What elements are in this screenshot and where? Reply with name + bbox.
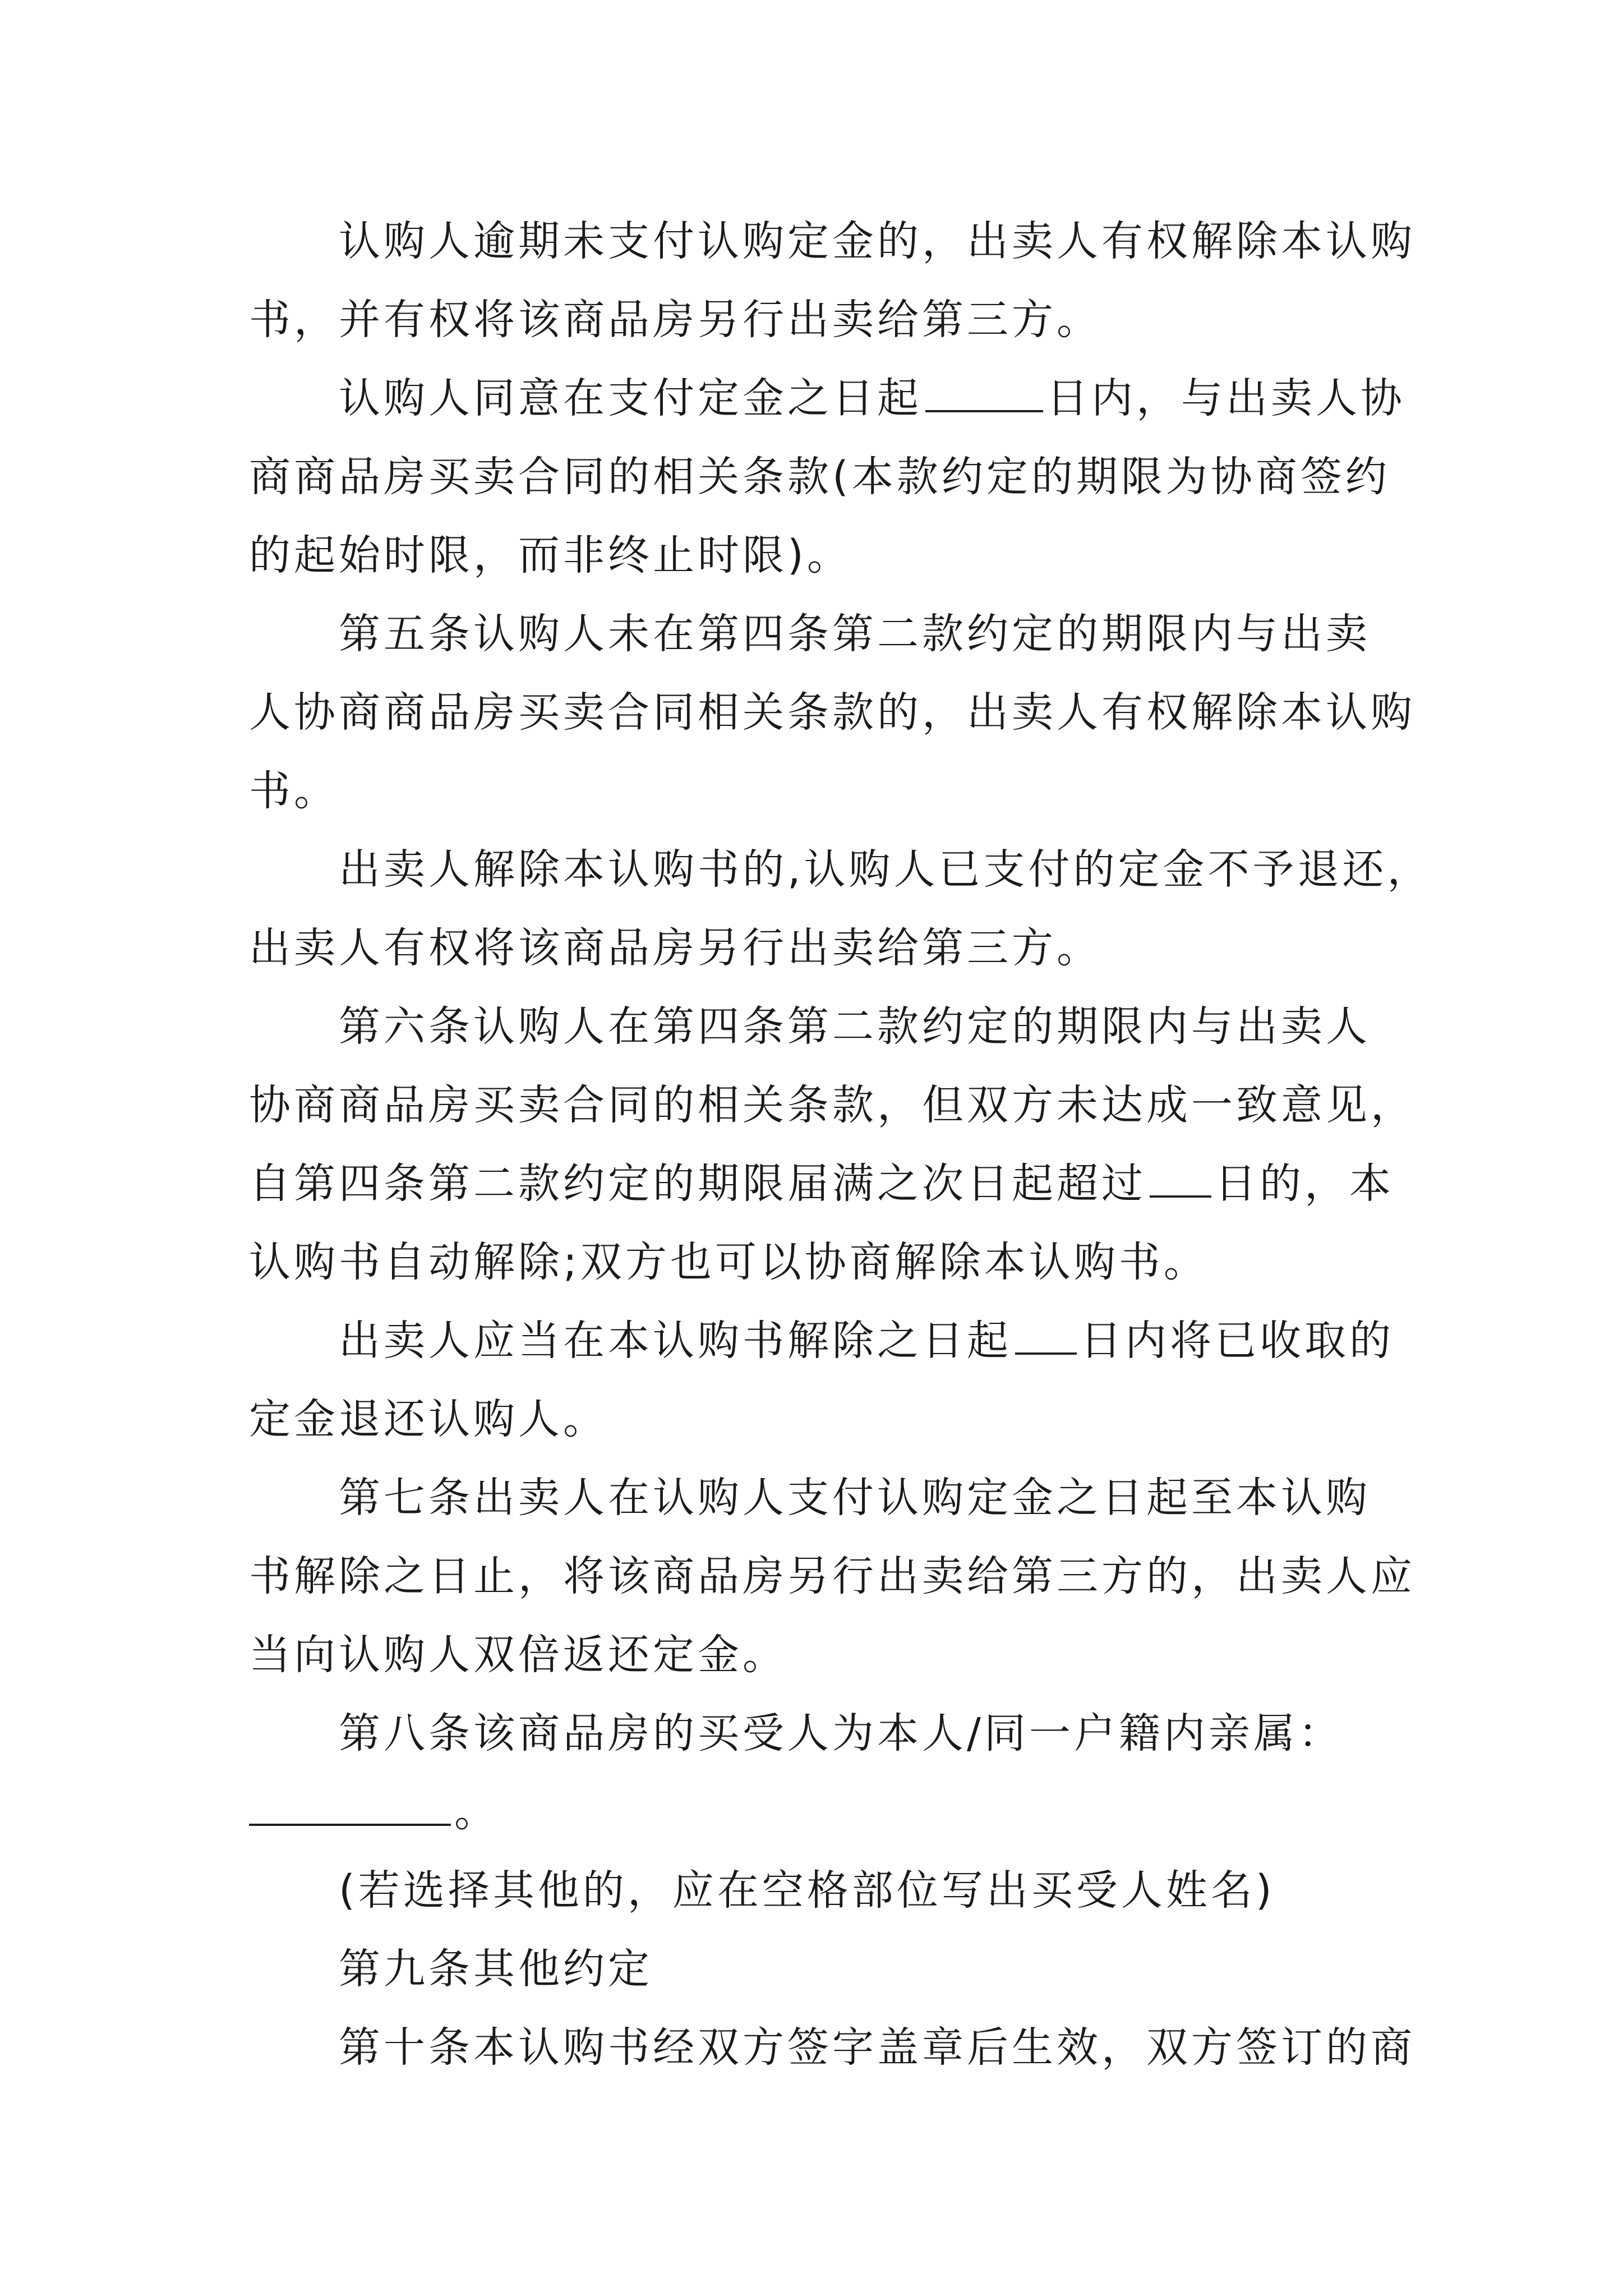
paragraph-line: 第七条出卖人在认购人支付认购定金之日起至本认购 xyxy=(339,1474,1371,1522)
line-text: 出卖人应当在本认购书解除之日起 xyxy=(339,1317,1012,1365)
line-text: 。 xyxy=(454,1788,499,1836)
paragraph-line: 第八条该商品房的买受人为本人/同一户籍内亲属： xyxy=(339,1709,1343,1757)
paragraph-line xyxy=(249,1773,1393,1851)
paragraph-line: 第九条其他约定 xyxy=(339,1945,653,1993)
fill-in-blank xyxy=(925,367,1043,412)
paragraph-line: 第十条本认购书经双方签字盖章后生效，双方签订的商 xyxy=(339,2023,1415,2072)
paragraph-line: 认购书自动解除;双方也可以协商解除本认购书。 xyxy=(249,1238,1209,1286)
fill-in-blank xyxy=(1015,1310,1077,1355)
paragraph-line: 的起始时限，而非终止时限)。 xyxy=(249,531,852,579)
paragraph-line: 商商品房买卖合同的相关条款(本款约定的期限为协商签约 xyxy=(249,453,1390,501)
paragraph-line: 书。 xyxy=(249,767,339,815)
line-text: 认购人同意在支付定金之日起 xyxy=(339,374,922,422)
fill-in-blank xyxy=(1150,1153,1211,1198)
paragraph-line: 书解除之日止，将该商品房另行出卖给第三方的，出卖人应 xyxy=(249,1552,1415,1600)
paragraph-line xyxy=(339,1301,1483,1380)
paragraph-line xyxy=(249,1144,1393,1223)
paragraph-line: 出卖人解除本认购书的,认购人已支付的定金不予退还， xyxy=(339,845,1432,894)
paragraph-line: 人协商商品房买卖合同相关条款的，出卖人有权解除本认购 xyxy=(249,688,1415,737)
paragraph-line: 当向认购人双倍返还定金。 xyxy=(249,1631,787,1679)
line-text: 日内，与出卖人协 xyxy=(1046,374,1405,422)
paragraph-line: 出卖人有权将该商品房另行出卖给第三方。 xyxy=(249,924,1101,972)
line-text: 日的，本 xyxy=(1215,1159,1394,1208)
paragraph-line: 认购人逾期未支付认购定金的，出卖人有权解除本认购 xyxy=(339,217,1415,265)
fill-in-blank xyxy=(249,1781,451,1826)
paragraph-line: (若选择其他的，应在空格部位写出买受人姓名) xyxy=(339,1866,1275,1915)
paragraph-line: 书，并有权将该商品房另行出卖给第三方。 xyxy=(249,296,1101,344)
paragraph-line: 第五条认购人未在第四条第二款约定的期限内与出卖 xyxy=(339,610,1371,658)
line-text: 自第四条第二款约定的期限届满之次日起超过 xyxy=(249,1159,1146,1208)
paragraph-line: 第六条认购人在第四条第二款约定的期限内与出卖人 xyxy=(339,1002,1371,1051)
paragraph-line: 定金退还认购人。 xyxy=(249,1395,608,1443)
paragraph-line: 协商商品房买卖合同的相关条款，但双方未达成一致意见， xyxy=(249,1081,1415,1129)
line-text: 日内将已收取的 xyxy=(1080,1317,1394,1365)
paragraph-line xyxy=(339,359,1483,438)
